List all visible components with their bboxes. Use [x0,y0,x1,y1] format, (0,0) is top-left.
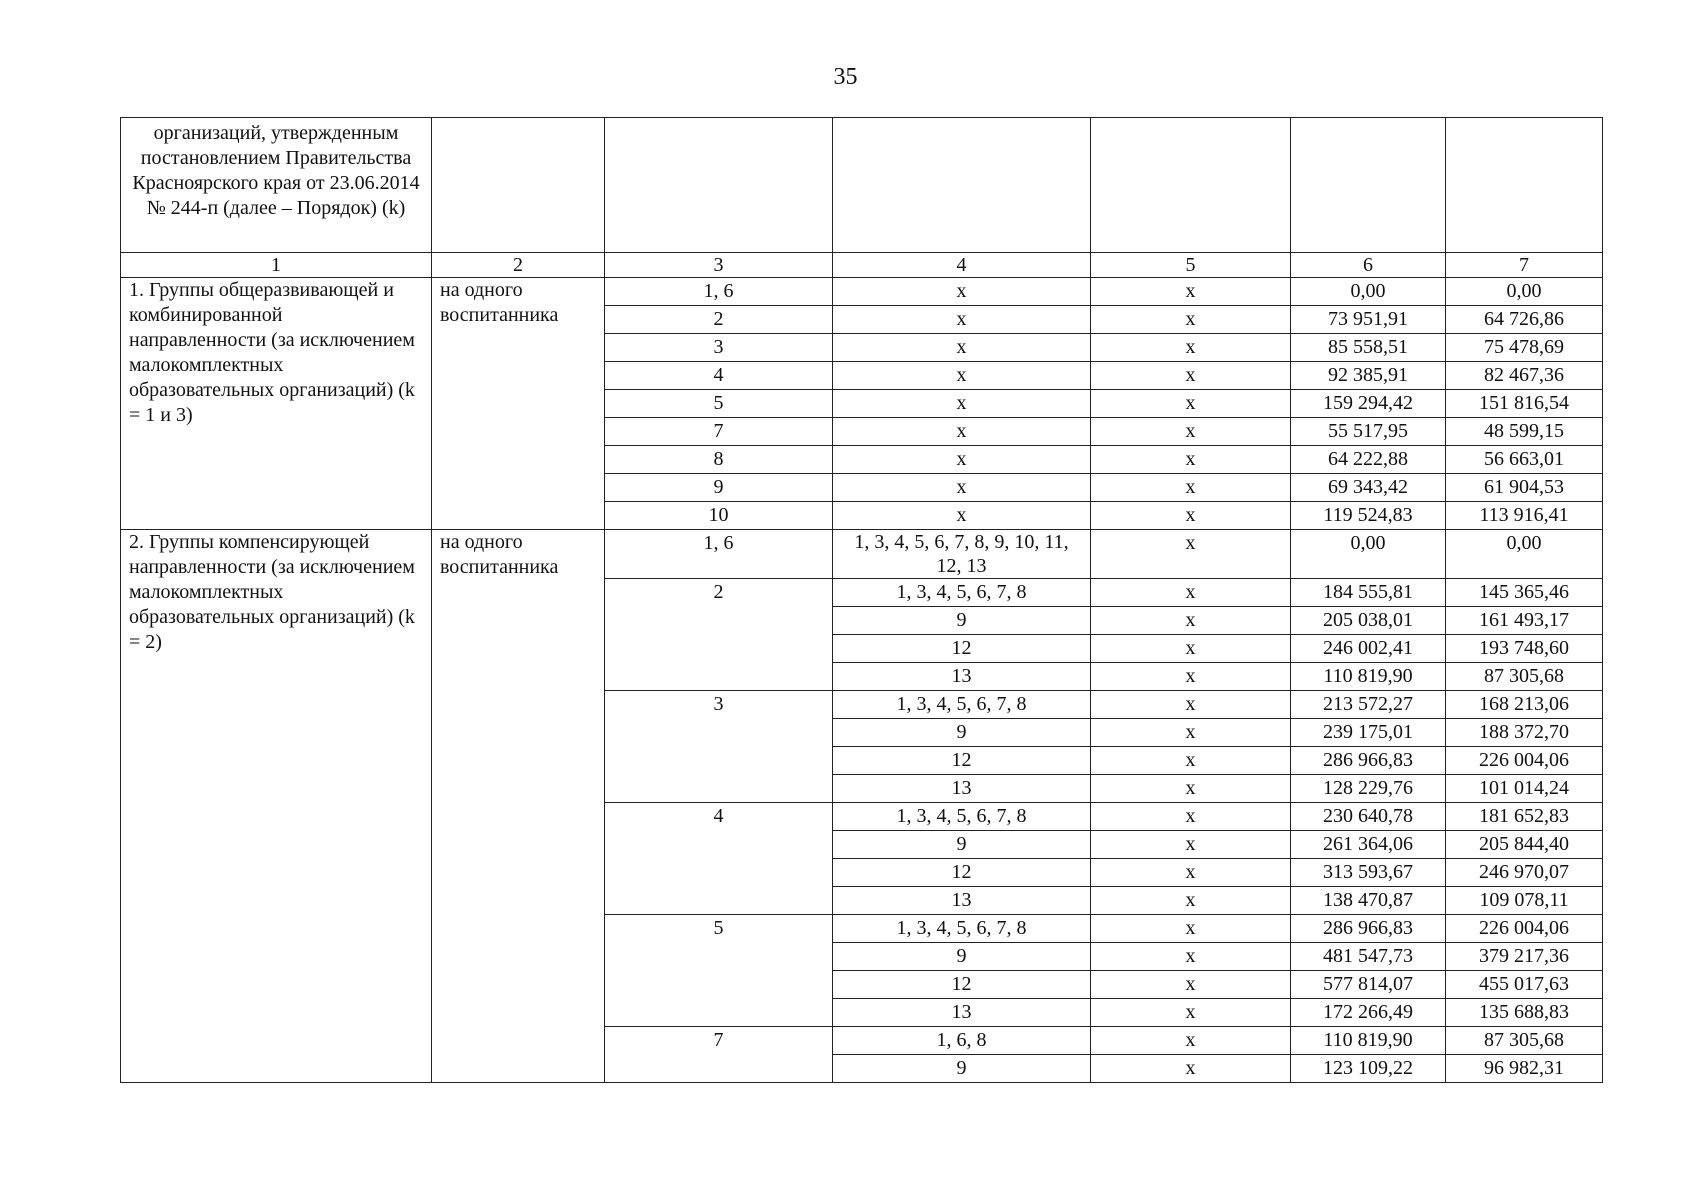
cell-col5: х [1091,1055,1291,1083]
cell-col4: х [833,418,1091,446]
cell-col7: 61 904,53 [1446,474,1603,502]
cell-col6: 286 966,83 [1291,747,1446,775]
header-cell [1446,118,1603,253]
cell-col7: 188 372,70 [1446,719,1603,747]
cell-col7: 75 478,69 [1446,334,1603,362]
cell-col5: х [1091,831,1291,859]
cell-col6: 239 175,01 [1291,719,1446,747]
cell-col7: 455 017,63 [1446,971,1603,999]
cell-col6: 230 640,78 [1291,803,1446,831]
cell-col5: х [1091,390,1291,418]
cell-col5: х [1091,446,1291,474]
cell-col3: 5 [605,915,833,1027]
group-title: 1. Группы общеразвивающей и комбинированной направленности (за исключением малокомплектных образовательных организаций) (k = 1 и 3) [121,278,432,530]
cell-col4: х [833,502,1091,530]
cell-col7: 87 305,68 [1446,663,1603,691]
cell-col7: 113 916,41 [1446,502,1603,530]
cell-col6: 0,00 [1291,530,1446,579]
cell-col5: х [1091,943,1291,971]
cell-col4: х [833,390,1091,418]
cell-col6: 184 555,81 [1291,579,1446,607]
column-number-row [121,253,1603,278]
cell-col7: 145 365,46 [1446,579,1603,607]
cell-col4: 13 [833,887,1091,915]
cell-col3: 7 [605,418,833,446]
header-continuation-row [121,118,1603,253]
column-number: 4 [833,253,1091,278]
cell-col4: 9 [833,831,1091,859]
cell-col5: х [1091,803,1291,831]
cell-col5: х [1091,747,1291,775]
tariff-table [120,117,1603,1083]
cell-col4: 9 [833,719,1091,747]
cell-col6: 205 038,01 [1291,607,1446,635]
cell-col7: 246 970,07 [1446,859,1603,887]
cell-col5: х [1091,278,1291,306]
table-row [121,530,1603,579]
cell-col3: 7 [605,1027,833,1083]
cell-col5: х [1091,1027,1291,1055]
cell-col7: 181 652,83 [1446,803,1603,831]
cell-col3: 8 [605,446,833,474]
cell-col4: 1, 3, 4, 5, 6, 7, 8 [833,803,1091,831]
cell-col6: 73 951,91 [1291,306,1446,334]
cell-col3: 4 [605,362,833,390]
cell-col6: 92 385,91 [1291,362,1446,390]
cell-col3: 5 [605,390,833,418]
cell-col4: 12 [833,859,1091,887]
column-number: 3 [605,253,833,278]
header-cell [833,118,1091,253]
cell-col5: х [1091,971,1291,999]
cell-col6: 286 966,83 [1291,915,1446,943]
cell-col5: х [1091,887,1291,915]
unit-cell: на одного воспитанника [432,278,605,530]
table-row [121,278,1603,306]
cell-col3: 4 [605,803,833,915]
cell-col5: х [1091,719,1291,747]
cell-col3: 2 [605,579,833,691]
cell-col6: 261 364,06 [1291,831,1446,859]
cell-col7: 168 213,06 [1446,691,1603,719]
cell-col5: х [1091,859,1291,887]
column-number: 2 [432,253,605,278]
cell-col6: 110 819,90 [1291,1027,1446,1055]
cell-col5: х [1091,663,1291,691]
cell-col7: 0,00 [1446,278,1603,306]
cell-col6: 159 294,42 [1291,390,1446,418]
cell-col7: 161 493,17 [1446,607,1603,635]
cell-col4: 1, 3, 4, 5, 6, 7, 8 [833,915,1091,943]
cell-col4: 12 [833,747,1091,775]
cell-col5: х [1091,362,1291,390]
cell-col5: х [1091,775,1291,803]
cell-col3: 3 [605,334,833,362]
cell-col5: х [1091,691,1291,719]
cell-col7: 82 467,36 [1446,362,1603,390]
cell-col5: х [1091,915,1291,943]
cell-col7: 193 748,60 [1446,635,1603,663]
cell-col7: 379 217,36 [1446,943,1603,971]
cell-col6: 0,00 [1291,278,1446,306]
cell-col6: 246 002,41 [1291,635,1446,663]
cell-col3: 1, 6 [605,278,833,306]
cell-col3: 9 [605,474,833,502]
header-cell [1291,118,1446,253]
cell-col7: 87 305,68 [1446,1027,1603,1055]
cell-col4: х [833,306,1091,334]
cell-col6: 110 819,90 [1291,663,1446,691]
cell-col6: 213 572,27 [1291,691,1446,719]
column-number: 1 [121,253,432,278]
cell-col7: 226 004,06 [1446,747,1603,775]
cell-col6: 64 222,88 [1291,446,1446,474]
cell-col4: х [833,334,1091,362]
cell-col6: 481 547,73 [1291,943,1446,971]
cell-col5: х [1091,418,1291,446]
header-cell [432,118,605,253]
cell-col5: х [1091,306,1291,334]
cell-col7: 226 004,06 [1446,915,1603,943]
cell-col7: 96 982,31 [1446,1055,1603,1083]
column-number: 5 [1091,253,1291,278]
cell-col4: х [833,474,1091,502]
unit-cell: на одного воспитанника [432,530,605,1083]
cell-col4: 1, 3, 4, 5, 6, 7, 8, 9, 10, 11, 12, 13 [833,530,1091,579]
cell-col7: 101 014,24 [1446,775,1603,803]
cell-col5: х [1091,474,1291,502]
cell-col5: х [1091,579,1291,607]
cell-col6: 313 593,67 [1291,859,1446,887]
header-cell [1091,118,1291,253]
cell-col5: х [1091,999,1291,1027]
cell-col6: 123 109,22 [1291,1055,1446,1083]
page-number: 35 [833,64,858,90]
group-title: 2. Группы компенсирующей направленности (за исключением малокомплектных образовательных организаций) (k = 2) [121,530,432,1083]
cell-col5: х [1091,635,1291,663]
cell-col6: 172 266,49 [1291,999,1446,1027]
cell-col4: 13 [833,999,1091,1027]
cell-col6: 128 229,76 [1291,775,1446,803]
cell-col5: х [1091,607,1291,635]
cell-col4: 1, 3, 4, 5, 6, 7, 8 [833,579,1091,607]
cell-col4: 12 [833,635,1091,663]
cell-col6: 577 814,07 [1291,971,1446,999]
column-number: 7 [1446,253,1603,278]
cell-col4: х [833,278,1091,306]
cell-col7: 0,00 [1446,530,1603,579]
cell-col7: 56 663,01 [1446,446,1603,474]
cell-col7: 205 844,40 [1446,831,1603,859]
cell-col4: 1, 3, 4, 5, 6, 7, 8 [833,691,1091,719]
cell-col4: 12 [833,971,1091,999]
cell-col4: 13 [833,775,1091,803]
cell-col3: 1, 6 [605,530,833,579]
cell-col5: х [1091,530,1291,579]
cell-col6: 85 558,51 [1291,334,1446,362]
cell-col4: 9 [833,1055,1091,1083]
header-cell: организаций, утвержденным постановлением Правительства Красноярского края от 23.06.2014 № 244-п (далее – Порядок) (k) [121,118,432,253]
header-cell [605,118,833,253]
cell-col7: 64 726,86 [1446,306,1603,334]
column-number: 6 [1291,253,1446,278]
cell-col6: 119 524,83 [1291,502,1446,530]
cell-col6: 138 470,87 [1291,887,1446,915]
cell-col7: 135 688,83 [1446,999,1603,1027]
cell-col4: 9 [833,943,1091,971]
cell-col4: 13 [833,663,1091,691]
cell-col3: 10 [605,502,833,530]
cell-col7: 109 078,11 [1446,887,1603,915]
cell-col4: 1, 6, 8 [833,1027,1091,1055]
cell-col7: 48 599,15 [1446,418,1603,446]
cell-col4: 9 [833,607,1091,635]
cell-col6: 55 517,95 [1291,418,1446,446]
cell-col4: х [833,446,1091,474]
cell-col5: х [1091,334,1291,362]
cell-col3: 2 [605,306,833,334]
cell-col6: 69 343,42 [1291,474,1446,502]
cell-col3: 3 [605,691,833,803]
cell-col5: х [1091,502,1291,530]
cell-col7: 151 816,54 [1446,390,1603,418]
cell-col4: х [833,362,1091,390]
